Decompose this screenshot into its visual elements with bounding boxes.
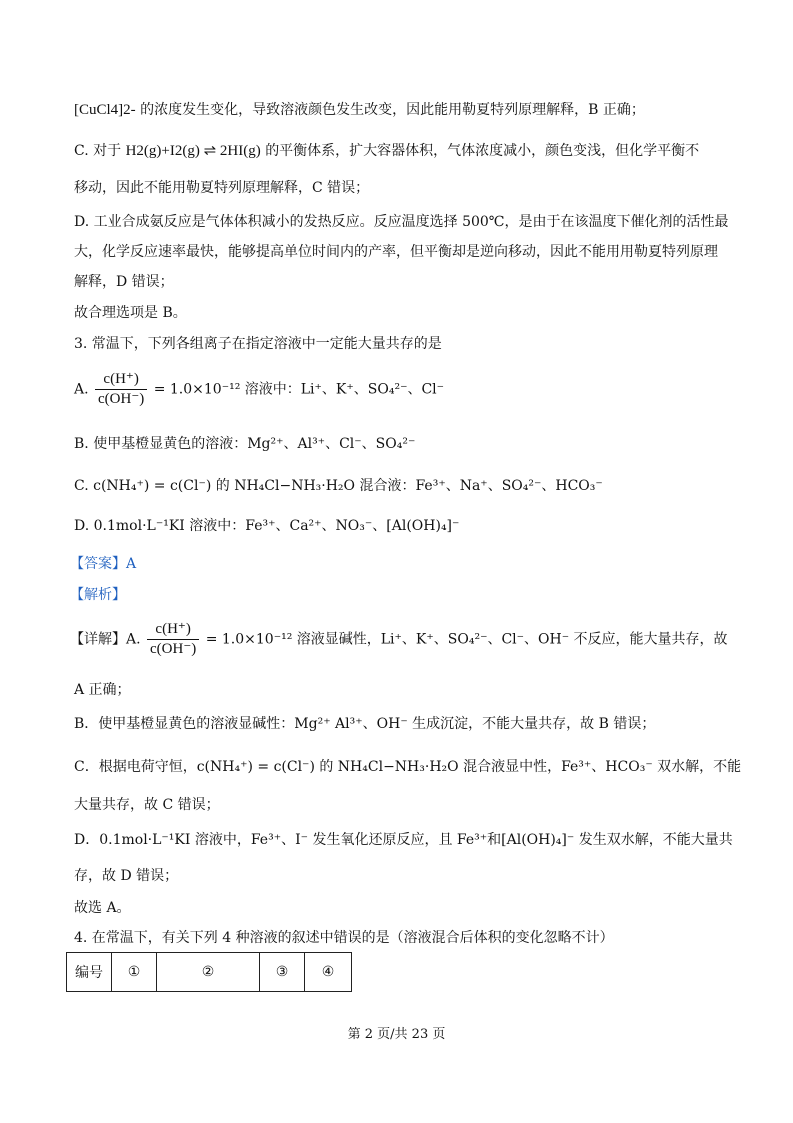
question-4: 4. 在常温下，有关下列 4 种溶液的叙述中错误的是（溶液混合后体积的变化忽略不计） — [74, 930, 614, 946]
detail-d-1: D．0.1mol·L⁻¹KI 溶液中，Fe³⁺、I⁻ 发生氧化还原反应，且 Fe³⁺和[Al(OH)₄]⁻ 发生双水解，不能大量共 — [74, 832, 733, 848]
line-2: C. 对于 H2(g)+I2(g) ⇌ 2HI(g) 的平衡体系，扩大容器体积，气体浓度减小，颜色变浅，但化学平衡不 — [74, 143, 700, 159]
option-d: D. 0.1mol·L⁻¹KI 溶液中：Fe³⁺、Ca²⁺、NO₃⁻、[Al(OH)₄]⁻ — [74, 518, 460, 534]
option-a: A. $\frac{c(H^+)}{c(OH^-)}$ = 1.0×10⁻¹² 溶液中：Li⁺、K⁺、SO₄²⁻、Cl⁻ — [74, 371, 445, 407]
option-c: C. c(NH₄⁺) = c(Cl⁻) 的 NH₄Cl−NH₃·H₂O 混合液：Fe³⁺、Na⁺、SO₄²⁻、HCO₃⁻ — [74, 478, 603, 494]
table-cell: 编号 — [67, 953, 112, 992]
fraction: $\frac{c(H^+)}{c(OH^-)}$ — [95, 370, 147, 409]
line-1: [CuCl4]2- 的浓度发生变化，导致溶液颜色发生改变，因此能用勒夏特列原理解释，B 正确； — [74, 102, 645, 118]
table-cell: ② — [157, 953, 260, 992]
answer-tag: 【答案】A — [70, 556, 137, 572]
question-3: 3. 常温下，下列各组离子在指定溶液中一定能大量共存的是 — [74, 336, 442, 352]
fraction: $\frac{c(H^+)}{c(OH^-)}$ — [147, 620, 199, 659]
table-row — [67, 953, 352, 992]
cucl4-formula: [CuCl4]2- — [74, 102, 136, 118]
detail-a-2: A 正确； — [74, 682, 131, 698]
analysis-tag: 【解析】 — [70, 587, 126, 603]
line-5: 大，化学反应速率最快，能够提高单位时间内的产率，但平衡却是逆向移动，因此不能用用勒夏特列原理 — [74, 244, 718, 260]
table-cell: ④ — [305, 953, 352, 992]
line-6: 解释，D 错误； — [74, 274, 174, 290]
detail-d-2: 存，故 D 错误； — [74, 868, 179, 884]
line-4: D. 工业合成氨反应是气体体积减小的发热反应。反应温度选择 500℃，是由于在该温度下催化剂的活性最 — [74, 214, 729, 230]
solution-table — [66, 952, 352, 992]
line-7: 故合理选项是 B。 — [74, 305, 187, 321]
page-footer: 第 2 页/共 23 页 — [347, 1027, 446, 1042]
detail-c-2: 大量共存，故 C 错误； — [74, 797, 220, 813]
line-3: 移动，因此不能用勒夏特列原理解释，C 错误； — [74, 180, 370, 196]
detail-b: B．使甲基橙显黄色的溶液显碱性：Mg²⁺ Al³⁺、OH⁻ 生成沉淀，不能大量共存，故 B 错误； — [74, 716, 656, 732]
detail-c-1: C．根据电荷守恒，c(NH₄⁺) = c(Cl⁻) 的 NH₄Cl−NH₃·H₂O 混合液显中性，Fe³⁺、HCO₃⁻ 双水解，不能 — [74, 759, 742, 775]
conclusion: 故选 A。 — [74, 900, 131, 916]
table-cell: ③ — [260, 953, 305, 992]
option-b: B. 使甲基橙显黄色的溶液：Mg²⁺、Al³⁺、Cl⁻、SO₄²⁻ — [74, 436, 416, 452]
hi-equilibrium-formula: H2(g)+I2(g) ⇌ 2HI(g) — [125, 143, 261, 159]
table-cell: ① — [112, 953, 157, 992]
detail-a: 【详解】A. $\frac{c(H^+)}{c(OH^-)}$ = 1.0×10⁻¹² 溶液显碱性，Li⁺、K⁺、SO₄²⁻、Cl⁻、OH⁻ 不反应，能大量共存，故 — [70, 621, 728, 657]
